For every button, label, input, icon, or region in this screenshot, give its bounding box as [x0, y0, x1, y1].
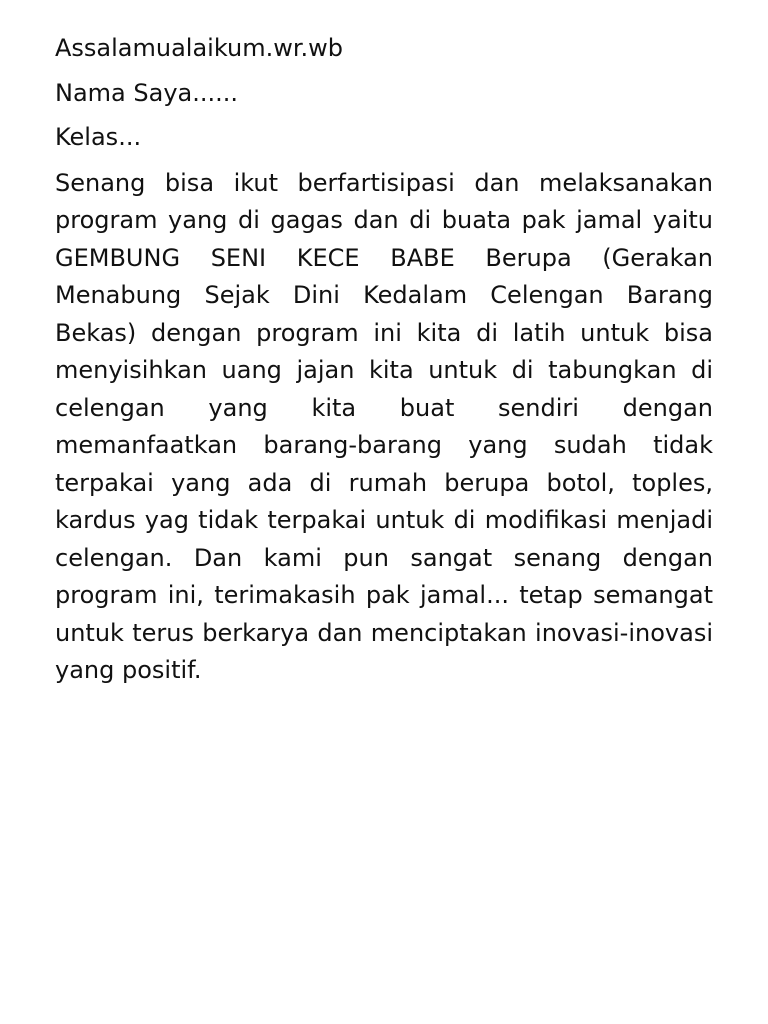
name-line: Nama Saya......: [55, 78, 238, 107]
class-line: Kelas...: [55, 123, 142, 151]
document-content: [55, 30, 713, 690]
greeting-line: Assalamualaikum.wr.wb: [55, 34, 344, 62]
body-paragraph: Senang bisa ikut berfartisipasi dan melaksanakan program yang di gagas dan di buata pak jamal yaitu GEMBUNG SENI KECE BABE Berupa (Gerakan Menabung Sejak Dini Kedalam Celengan Barang Bekas) dengan program ini kita di latih untuk bisa menyisihkan uang jajan kita untuk di tabungkan di celengan yang kita buat sendiri dengan memanfaatkan barang-barang yang sudah tidak terpakai yang ada di rumah berupa botol, toples, kardus yag tidak terpakai untuk di modifikasi menjadi celengan. Dan kami pun sangat senang dengan program ini, terimakasih pak jamal... tetap semangat untuk terus berkarya dan menciptakan inovasi-inovasi yang positif.: [55, 168, 713, 684]
